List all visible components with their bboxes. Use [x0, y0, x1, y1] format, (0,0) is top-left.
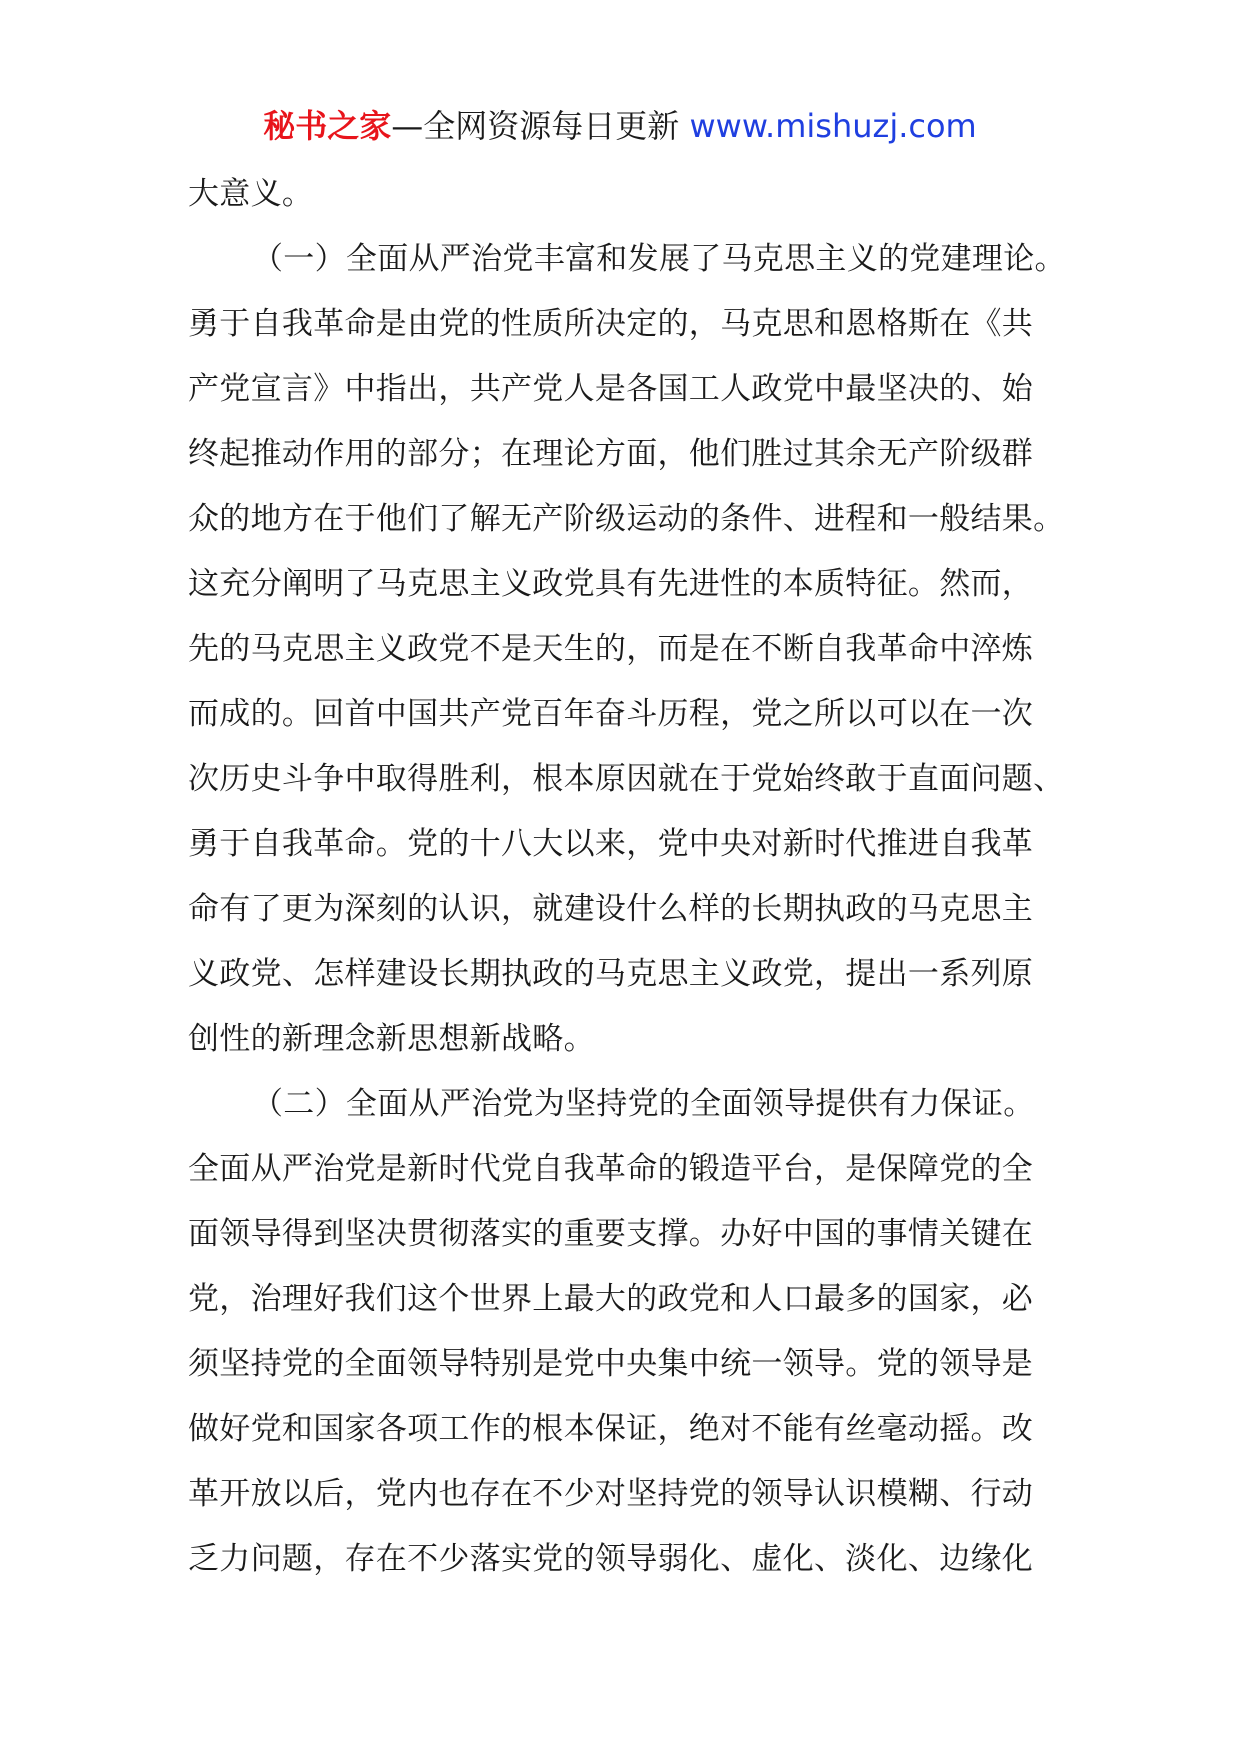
text-line: 全面从严治党是新时代党自我革命的锻造平台，是保障党的全 — [188, 1151, 1034, 1187]
text-line: 先的马克思主义政党不是天生的，而是在不断自我革命中淬炼 — [188, 631, 1034, 667]
brand-name: 秘书之家 — [263, 107, 392, 145]
text-line: 革开放以后，党内也存在不少对坚持党的领导认识模糊、行动 — [188, 1476, 1034, 1512]
text-line: 须坚持党的全面领导特别是党中央集中统一领导。党的领导是 — [188, 1346, 1034, 1382]
page-header — [0, 104, 1240, 148]
header-slogan: —全网资源每日更新 — [391, 107, 690, 145]
text-line: 乏力问题，存在不少落实党的领导弱化、虚化、淡化、边缘化 — [188, 1541, 1034, 1577]
text-line: 义政党、怎样建设长期执政的马克思主义政党，提出一系列原 — [188, 956, 1034, 992]
text-line: （一）全面从严治党丰富和发展了马克思主义的党建理论。 — [252, 241, 1066, 277]
text-line: 面领导得到坚决贯彻落实的重要支撑。办好中国的事情关键在 — [188, 1216, 1034, 1252]
text-line: 大意义。 — [188, 176, 314, 212]
text-line: 命有了更为深刻的认识，就建设什么样的长期执政的马克思主 — [188, 891, 1034, 927]
text-line: 次历史斗争中取得胜利，根本原因就在于党始终敢于直面问题、 — [188, 761, 1065, 797]
text-line: 创性的新理念新思想新战略。 — [188, 1021, 595, 1057]
document-body — [188, 162, 1078, 1592]
text-line: 众的地方在于他们了解无产阶级运动的条件、进程和一般结果。 — [188, 501, 1065, 537]
text-line: 而成的。回首中国共产党百年奋斗历程，党之所以可以在一次 — [188, 696, 1034, 732]
text-line: 勇于自我革命。党的十八大以来，党中央对新时代推进自我革 — [188, 826, 1034, 862]
site-url-link[interactable]: www.mishuzj.com — [689, 107, 977, 145]
text-line: （二）全面从严治党为坚持党的全面领导提供有力保证。 — [252, 1086, 1035, 1122]
text-line: 做好党和国家各项工作的根本保证，绝对不能有丝毫动摇。改 — [188, 1411, 1034, 1447]
text-line: 党，治理好我们这个世界上最大的政党和人口最多的国家，必 — [188, 1281, 1034, 1317]
text-line: 产党宣言》中指出，共产党人是各国工人政党中最坚决的、始 — [188, 371, 1034, 407]
text-line: 这充分阐明了马克思主义政党具有先进性的本质特征。然而， — [188, 566, 1034, 602]
text-line: 勇于自我革命是由党的性质所决定的，马克思和恩格斯在《共 — [188, 306, 1034, 342]
text-line: 终起推动作用的部分；在理论方面，他们胜过其余无产阶级群 — [188, 436, 1034, 472]
